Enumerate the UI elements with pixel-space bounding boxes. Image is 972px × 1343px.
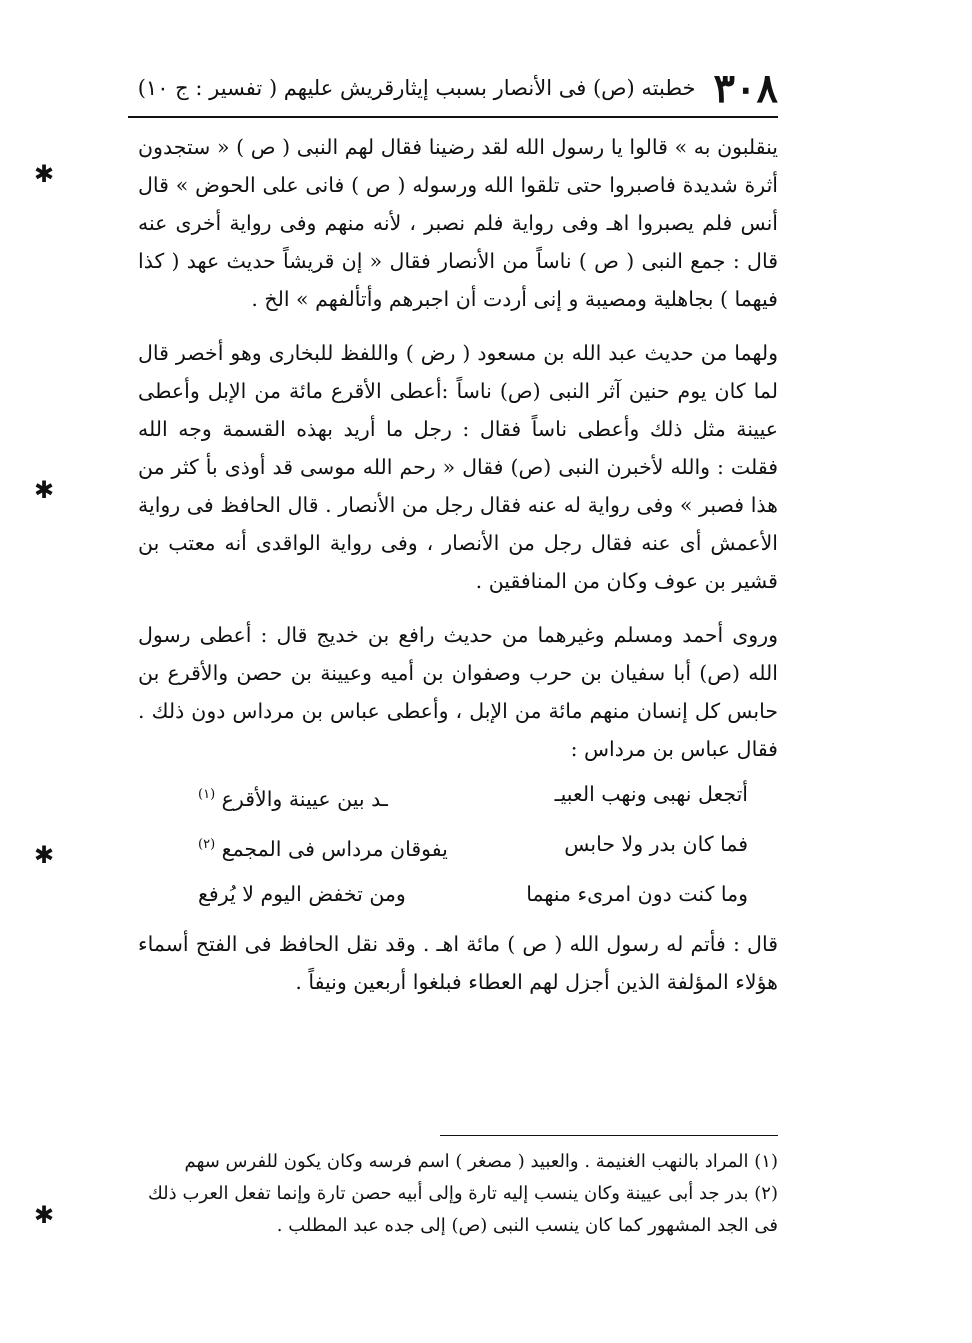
poem-verse [198, 822, 748, 872]
asterisk-icon: ✱ [33, 160, 55, 188]
asterisk-icon: ✱ [33, 841, 55, 869]
verse-first-hemistich: وما كنت دون امرىء منهما [526, 881, 748, 906]
footnote-marker: (٢) [198, 836, 216, 852]
running-title: خطبته (ص) فى الأنصار بسبب إيثارقريش عليهم ( تفسير : ج ١٠) [137, 76, 696, 100]
hemistich-text: يفوقان مرداس فى المجمع [221, 836, 448, 861]
poem-verse [198, 772, 748, 822]
page-header [128, 62, 778, 114]
poem-verse [198, 872, 748, 917]
verse-second-hemistich [198, 822, 448, 872]
paragraph: وروى أحمد ومسلم وغيرهما من حديث رافع بن خديج قال : أعطى رسول الله (ص) أبا سفيان بن حرب وصفوان بن أميه وعيينة بن حصن والأقرع بن حابس كل إنسان منهم مائة من الإبل ، وأعطى عباس بن مرداس دون ذلك . فقال عباس بن مرداس : [138, 623, 778, 761]
main-text [138, 128, 778, 1017]
asterisk-icon: ✱ [33, 476, 55, 504]
footnote-rule [440, 1135, 778, 1136]
verse-first-hemistich: فما كان بدر ولا حابس [564, 831, 748, 856]
paragraph: ولهما من حديث عبد الله بن مسعود ( رض ) واللفظ للبخارى وهو أخصر قال لما كان يوم حنين آثر النبى (ص) ناساً :أعطى الأقرع مائة من الإبل وأعطى عيينة مثل ذلك وأعطى ناساً فقال : رجل ما أريد بهذه القسمة وجه الله فقلت : والله لأخبرن النبى (ص) فقال « رحم الله موسى قد أوذى بأ كثر من هذا فصبر » وفى رواية له عنه فقال رجل من الأنصار . قال الحافظ فى رواية الأعمش أى عنه فقال رجل من الأنصار ، وفى رواية الواقدى أنه معتب بن قشير بن عوف وكان من المنافقين . [138, 341, 778, 593]
verse-first-hemistich: أتجعل نهبى ونهب العبيـ [554, 782, 748, 806]
verse-second-hemistich: ومن تخفض اليوم لا يُرفع [198, 881, 406, 906]
footnotes [148, 1146, 778, 1242]
paragraph: ينقلبون به » قالوا يا رسول الله لقد رضينا فقال لهم النبى ( ص ) « ستجدون أثرة شديدة فاصبروا حتى تلقوا الله ورسوله ( ص ) فانى على الحوض » قال أنس فلم يصبروا اهـ وفى رواية فلم نصبر ، لأنه منهم وفى رواية أخرى عنه قال : جمع النبى ( ص ) ناساً من الأنصار فقال « إن قريشاً حديث عهد ( كذا فيهما ) بجاهلية ومصيبة و إنى أردت أن اجبرهم وأتألفهم » الخ . [138, 135, 778, 311]
hemistich-text: ـد بين عيينة والأقرع [221, 786, 388, 811]
footnote: (٢) بدر جد أبى عيينة وكان ينسب إليه تارة وإلى أبيه حصن تارة وإنما تفعل العرب ذلك فى الجد المشهور كما كان ينسب النبى (ص) إلى جده عبد المطلب . [148, 1183, 778, 1236]
header-rule [128, 116, 778, 118]
footnote: (١) المراد بالنهب الغنيمة . والعبيد ( مصغر ) اسم فرسه وكان يكون للفرس سهم [184, 1151, 778, 1172]
page-number: ٣٠٨ [713, 64, 778, 112]
poem [198, 772, 748, 917]
asterisk-icon: ✱ [33, 1201, 55, 1229]
paragraph: قال : فأتم له رسول الله ( ص ) مائة اهـ . وقد نقل الحافظ فى الفتح أسماء هؤلاء المؤلفة الذين أجزل لهم العطاء فبلغوا أربعين ونيفاً . [138, 931, 778, 994]
verse-second-hemistich [198, 772, 388, 822]
footnote-marker: (١) [198, 787, 216, 802]
